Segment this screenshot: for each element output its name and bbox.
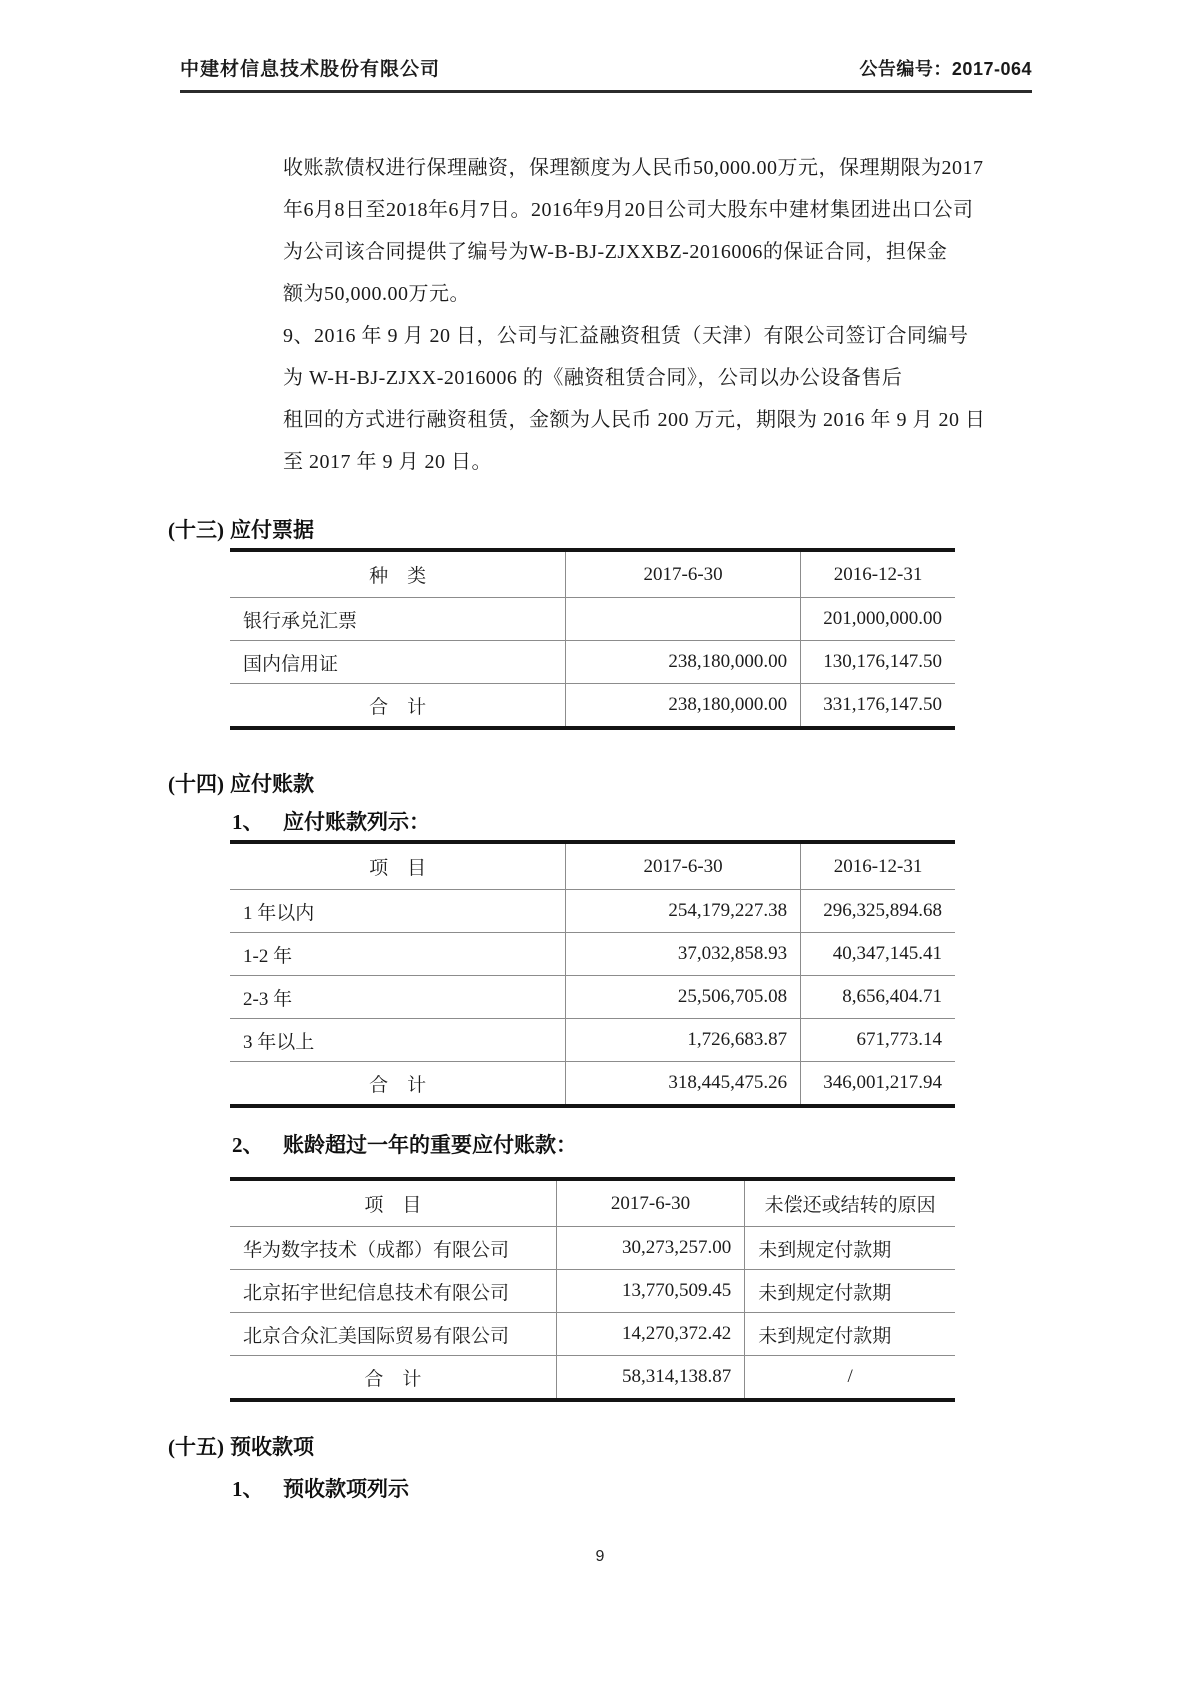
table-header-cell: 2016-12-31 xyxy=(801,550,955,598)
table-cell: 296,325,894.68 xyxy=(801,890,955,933)
section-title: 预收款项 xyxy=(230,1435,314,1459)
table-header-cell: 2017-6-30 xyxy=(566,842,801,890)
paragraph-line: 年6月8日至2018年6月7日。2016年9月20日公司大股东中建材集团进出口公司 xyxy=(283,199,974,221)
subsection-number: 1、 xyxy=(232,1477,264,1501)
table-row xyxy=(230,890,955,933)
table-cell: 1-2 年 xyxy=(230,933,566,976)
section-heading-accounts-payable xyxy=(168,768,314,800)
table-header-cell: 种 类 xyxy=(230,550,566,598)
section-title: 应付票据 xyxy=(230,518,314,542)
table-cell: 1,726,683.87 xyxy=(566,1019,801,1062)
table-header-cell: 2016-12-31 xyxy=(801,842,955,890)
section-number: (十四) xyxy=(168,772,224,796)
table-row xyxy=(230,933,955,976)
major-accounts-payable-table xyxy=(230,1177,955,1402)
table-cell: 3 年以上 xyxy=(230,1019,566,1062)
table-cell: 合 计 xyxy=(369,1074,427,1096)
table-header-row xyxy=(230,842,955,890)
subsection-heading-ap-over-one-year xyxy=(232,1129,577,1161)
table-row xyxy=(230,1270,955,1313)
table-cell: 130,176,147.50 xyxy=(801,641,955,684)
table-cell: 国内信用证 xyxy=(230,641,566,684)
table-header-row xyxy=(230,550,955,598)
table-cell: 银行承兑汇票 xyxy=(230,598,566,641)
page-number: 9 xyxy=(595,1548,605,1565)
subsection-title: 应付账款列示： xyxy=(283,810,430,834)
table-row xyxy=(230,1313,955,1356)
body-text xyxy=(283,147,986,483)
section-title: 应付账款 xyxy=(230,772,314,796)
paragraph-line: 至 2017 年 9 月 20 日。 xyxy=(283,451,492,473)
table-header-row xyxy=(230,1179,955,1227)
paragraph-line: 额为50,000.00万元。 xyxy=(283,283,470,305)
section-heading-advances-received xyxy=(168,1431,314,1463)
table-cell: 8,656,404.71 xyxy=(801,976,955,1019)
table-cell xyxy=(566,598,801,641)
subsection-number: 1、 xyxy=(232,810,264,834)
table-cell: / xyxy=(745,1356,955,1401)
section-heading-notes-payable xyxy=(168,514,314,546)
table-cell: 2-3 年 xyxy=(230,976,566,1019)
subsection-title: 预收款项列示 xyxy=(283,1477,409,1501)
subsection-heading-advances-list xyxy=(232,1473,409,1505)
table-row xyxy=(230,1227,955,1270)
table-cell: 北京拓宇世纪信息技术有限公司 xyxy=(230,1270,556,1313)
table-cell: 14,270,372.42 xyxy=(556,1313,745,1356)
table-total-row xyxy=(230,684,955,729)
table-row xyxy=(230,641,955,684)
table-cell: 238,180,000.00 xyxy=(566,641,801,684)
paragraph-line: 收账款债权进行保理融资，保理额度为人民币50,000.00万元，保理期限为2017 xyxy=(283,157,984,179)
table-header-cell: 项 目 xyxy=(230,1179,556,1227)
table-cell: 37,032,858.93 xyxy=(566,933,801,976)
document-header xyxy=(180,54,1032,93)
subsection-number: 2、 xyxy=(232,1133,264,1157)
paragraph-line: 为 W-H-BJ-ZJXX-2016006 的《融资租赁合同》，公司以办公设备售后 xyxy=(283,367,903,389)
accounts-payable-aging-table xyxy=(230,840,955,1108)
paragraph-line: 租回的方式进行融资租赁，金额为人民币 200 万元，期限为 2016 年 9 月 20 日 xyxy=(283,409,986,431)
paragraph-line: 为公司该合同提供了编号为W-B-BJ-ZJXXBZ-2016006的保证合同，担保金 xyxy=(283,241,948,263)
table-cell: 未到规定付款期 xyxy=(745,1270,955,1313)
section-number: (十三) xyxy=(168,518,224,542)
table-cell: 合 计 xyxy=(369,696,427,718)
table-header-cell: 2017-6-30 xyxy=(556,1179,745,1227)
table-header-cell: 2017-6-30 xyxy=(566,550,801,598)
subsection-title: 账龄超过一年的重要应付账款： xyxy=(283,1133,577,1157)
table-cell: 671,773.14 xyxy=(801,1019,955,1062)
company-name: 中建材信息技术股份有限公司 xyxy=(180,59,441,80)
table-cell: 40,347,145.41 xyxy=(801,933,955,976)
table-cell: 未到规定付款期 xyxy=(745,1313,955,1356)
table-cell: 254,179,227.38 xyxy=(566,890,801,933)
table-total-row xyxy=(230,1062,955,1107)
table-cell: 13,770,509.45 xyxy=(556,1270,745,1313)
table-row xyxy=(230,598,955,641)
table-cell: 30,273,257.00 xyxy=(556,1227,745,1270)
table-cell: 318,445,475.26 xyxy=(566,1062,801,1107)
notes-payable-table xyxy=(230,548,955,730)
table-cell: 1 年以内 xyxy=(230,890,566,933)
table-header-cell: 项 目 xyxy=(230,842,566,890)
paragraph-line: 9、2016 年 9 月 20 日，公司与汇益融资租赁（天津）有限公司签订合同编号 xyxy=(283,325,969,347)
table-cell: 华为数字技术（成都）有限公司 xyxy=(230,1227,556,1270)
section-number: (十五) xyxy=(168,1435,224,1459)
table-cell: 北京合众汇美国际贸易有限公司 xyxy=(230,1313,556,1356)
table-cell: 未到规定付款期 xyxy=(745,1227,955,1270)
table-cell: 238,180,000.00 xyxy=(566,684,801,729)
announcement-number: 公告编号：2017-064 xyxy=(859,59,1032,79)
table-cell: 合 计 xyxy=(364,1368,422,1390)
table-cell: 331,176,147.50 xyxy=(801,684,955,729)
subsection-heading-ap-list xyxy=(232,806,430,838)
table-row xyxy=(230,976,955,1019)
table-cell: 58,314,138.87 xyxy=(556,1356,745,1401)
table-header-cell: 未偿还或结转的原因 xyxy=(745,1179,955,1227)
table-row xyxy=(230,1019,955,1062)
table-total-row xyxy=(230,1356,955,1401)
table-cell: 201,000,000.00 xyxy=(801,598,955,641)
table-cell: 25,506,705.08 xyxy=(566,976,801,1019)
table-cell: 346,001,217.94 xyxy=(801,1062,955,1107)
